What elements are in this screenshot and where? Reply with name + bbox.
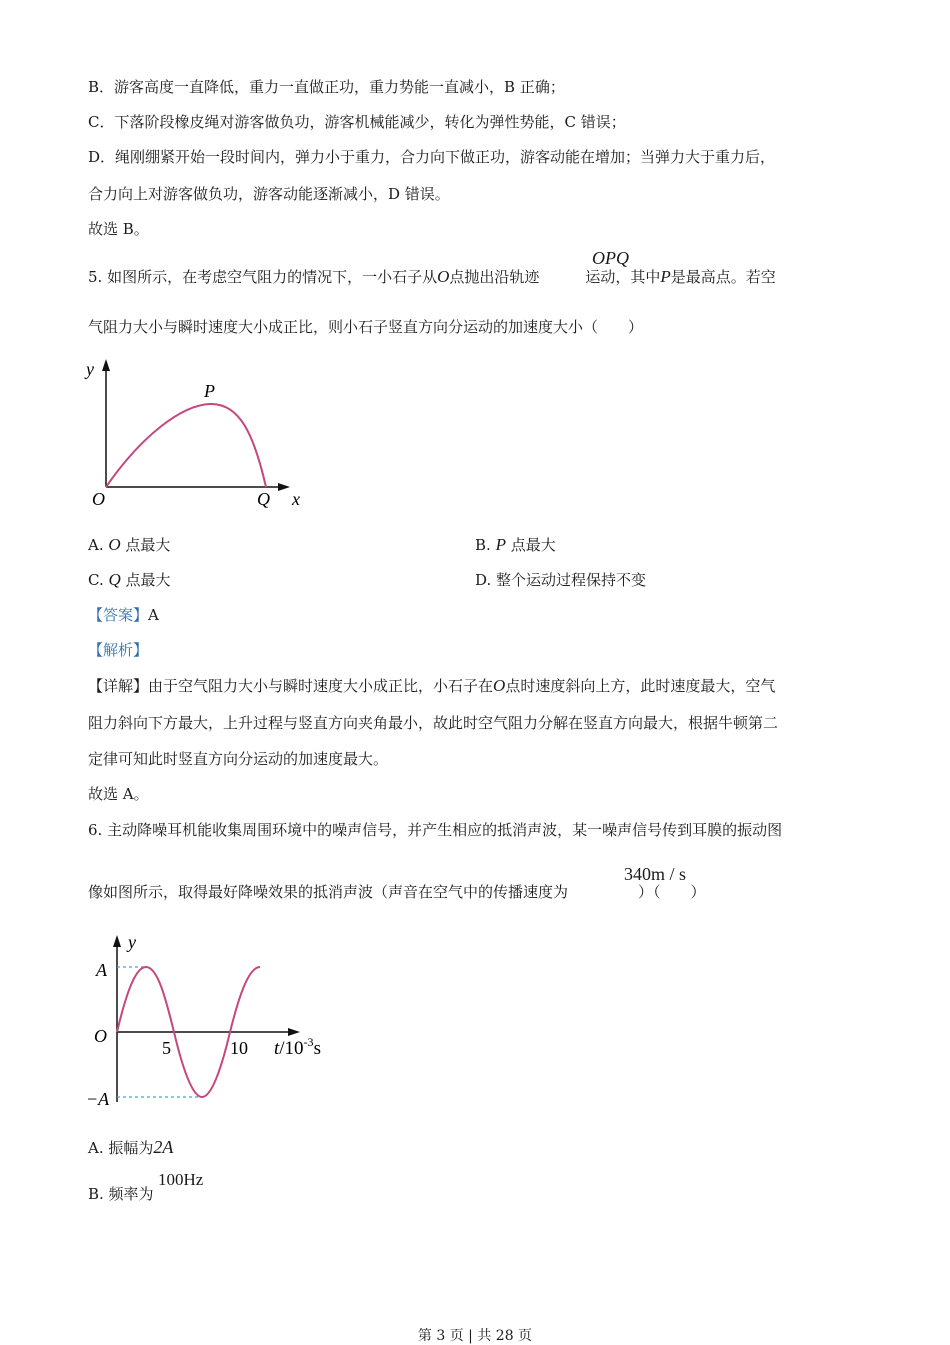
- q5-detail-line2: 阻力斜向下方最大，上升过程与竖直方向夹角最小，故此时空气阻力分解在竖直方向最大，根据牛顿第二: [88, 714, 779, 732]
- q5-stem-line2: 气阻力大小与瞬时速度大小成正比，则小石子竖直方向分运动的加速度大小（ ）: [88, 318, 644, 336]
- q5-analysis-tag: 【解析】: [88, 641, 149, 659]
- q6-amplitude-label: A: [96, 960, 107, 980]
- q6-stem-line2: 像如图所示，取得最好降噪效果的抵消声波（声音在空气中的传播速度为 ）（ ）: [88, 883, 706, 901]
- q5-detail-line3: 定律可知此时竖直方向分运动的加速度最大。: [88, 750, 389, 768]
- analysis-option-d-line1: D．绳刚绷紧开始一段时间内，弹力小于重力，合力向下做正功，游客动能在增加；当弹力大于重力后，: [88, 148, 776, 166]
- q5-trajectory-figure: [82, 355, 312, 515]
- q5-option-b[interactable]: B. P 点最大: [475, 535, 556, 554]
- q5-trajectory-formula: OPQ: [592, 248, 629, 268]
- q5-x-label: x: [292, 489, 300, 509]
- q6-stem-line1: 6. 主动降噪耳机能收集周围环境中的噪声信号，并产生相应的抵消声波，某一噪声信号传到耳膜的振动图: [88, 821, 783, 839]
- q5-option-d[interactable]: D. 整个运动过程保持不变: [475, 571, 647, 589]
- q5-choose: 故选 A。: [88, 785, 149, 803]
- q6-tick-5: 5: [162, 1038, 171, 1058]
- q6-t-axis-label: $t/10^{-3}s$: [274, 1035, 321, 1059]
- q5-origin-label: O: [92, 489, 105, 509]
- q6-origin-label: O: [94, 1026, 107, 1046]
- page-footer: 第 3 页 | 共 28 页: [417, 1328, 533, 1344]
- q6-neg-amplitude-label: −A: [86, 1089, 110, 1109]
- q6-y-label: y: [128, 932, 136, 952]
- q5-detail-line1: 【详解】由于空气阻力大小与瞬时速度大小成正比，小石子在O点时速度斜向上方，此时速度最大，空气: [88, 676, 776, 695]
- q5-option-c[interactable]: C. Q 点最大: [88, 570, 171, 589]
- prev-choose: 故选 B。: [88, 220, 149, 238]
- q5-answer: 【答案】A: [88, 606, 159, 624]
- q6-speed-formula: 340m / s: [624, 864, 687, 884]
- q6-tick-10: 10: [230, 1038, 248, 1058]
- q6-option-a[interactable]: A. 振幅为2A: [88, 1137, 174, 1157]
- analysis-option-d-line2: 合力向上对游客做负功，游客动能逐渐减小，D 错误。: [88, 185, 450, 203]
- q5-option-a[interactable]: A. O 点最大: [88, 535, 171, 554]
- analysis-option-b: B．游客高度一直降低，重力一直做正功，重力势能一直减小，B 正确；: [88, 78, 565, 96]
- q6-frequency-value: 100Hz: [158, 1170, 204, 1189]
- q5-y-label: y: [86, 359, 94, 379]
- q5-point-p-label: P: [204, 381, 215, 401]
- analysis-option-c: C．下落阶段橡皮绳对游客做负功，游客机械能减少，转化为弹性势能，C 错误；: [88, 113, 626, 131]
- q5-point-q-label: Q: [257, 489, 270, 509]
- q6-option-b[interactable]: B. 频率为: [88, 1185, 154, 1203]
- q6-wave-figure: [82, 930, 342, 1115]
- q5-stem-line1: 5. 如图所示，在考虑空气阻力的情况下，一小石子从O点抛出沿轨迹 运动，其中P是最高点。若空: [88, 267, 776, 286]
